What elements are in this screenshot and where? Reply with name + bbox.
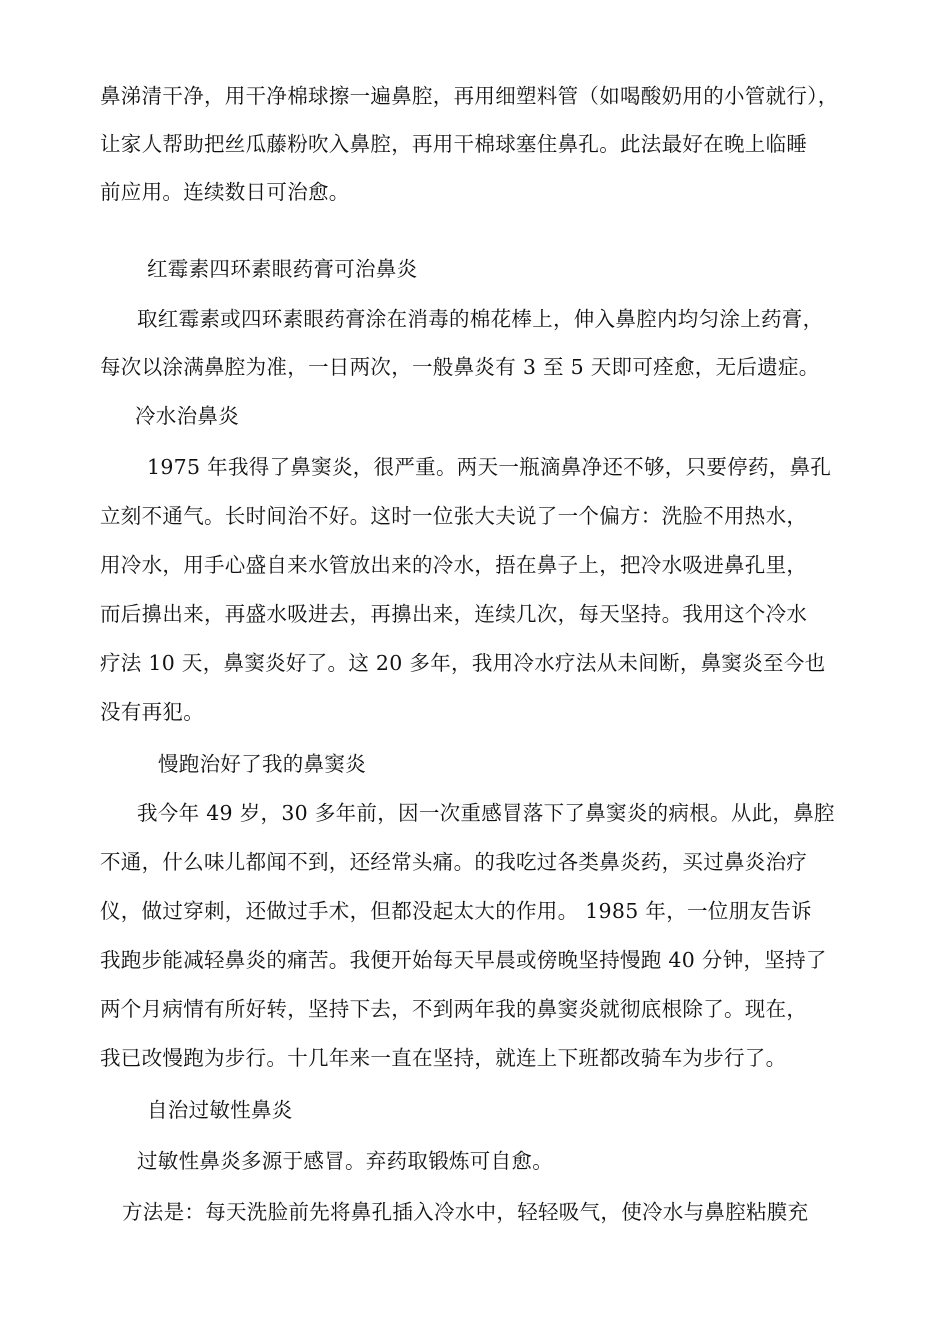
paragraph-line: 立刻不通气。长时间治不好。这时一位张大夫说了一个偏方：洗脸不用热水，	[100, 504, 808, 528]
paragraph-line: 疗法 10 天，鼻窦炎好了。这 20 多年，我用冷水疗法从未间断，鼻窦炎至今也	[100, 651, 826, 675]
section-heading: 慢跑治好了我的鼻窦炎	[158, 752, 366, 776]
paragraph-line: 让家人帮助把丝瓜藤粉吹入鼻腔，再用干棉球塞住鼻孔。此法最好在晚上临睡	[100, 132, 808, 156]
paragraph-line: 没有再犯。	[100, 700, 204, 724]
paragraph-line: 而后擤出来，再盛水吸进去，再擤出来，连续几次，每天坚持。我用这个冷水	[100, 602, 808, 626]
section-heading: 冷水治鼻炎	[135, 404, 239, 428]
paragraph-line: 过敏性鼻炎多源于感冒。弃药取锻炼可自愈。	[137, 1149, 553, 1173]
paragraph-line: 前应用。连续数日可治愈。	[100, 180, 350, 204]
paragraph-line: 不通，什么味儿都闻不到，还经常头痛。的我吃过各类鼻炎药，买过鼻炎治疗	[100, 850, 808, 874]
paragraph-line: 我今年 49 岁，30 多年前，因一次重感冒落下了鼻窦炎的病根。从此，鼻腔	[137, 801, 835, 825]
paragraph-line: 取红霉素或四环素眼药膏涂在消毒的棉花棒上，伸入鼻腔内均匀涂上药膏，	[137, 307, 824, 331]
paragraph-line: 用冷水，用手心盛自来水管放出来的冷水，捂在鼻子上，把冷水吸进鼻孔里，	[100, 553, 808, 577]
paragraph-line: 我已改慢跑为步行。十几年来一直在坚持，就连上下班都改骑车为步行了。	[100, 1046, 787, 1070]
paragraph-line: 两个月病情有所好转，坚持下去，不到两年我的鼻窦炎就彻底根除了。现在，	[100, 997, 808, 1021]
paragraph-line: 仪，做过穿刺，还做过手术，但都没起太大的作用。 1985 年，一位朋友告诉	[100, 899, 812, 923]
paragraph-line: 1975 年我得了鼻窦炎，很严重。两天一瓶滴鼻净还不够，只要停药，鼻孔	[147, 455, 832, 479]
paragraph-line: 我跑步能减轻鼻炎的痛苦。我便开始每天早晨或傍晚坚持慢跑 40 分钟，坚持了	[100, 948, 827, 972]
section-heading: 自治过敏性鼻炎	[147, 1098, 293, 1122]
paragraph-line: 方法是：每天洗脸前先将鼻孔插入冷水中，轻轻吸气，使冷水与鼻腔粘膜充	[122, 1200, 809, 1224]
paragraph-line: 鼻涕清干净，用干净棉球擦一遍鼻腔，再用细塑料管（如喝酸奶用的小管就行），	[100, 84, 839, 108]
paragraph-line: 每次以涂满鼻腔为准，一日两次，一般鼻炎有 3 至 5 天即可痊愈，无后遗症。	[100, 355, 820, 379]
section-heading: 红霉素四环素眼药膏可治鼻炎	[147, 257, 418, 281]
